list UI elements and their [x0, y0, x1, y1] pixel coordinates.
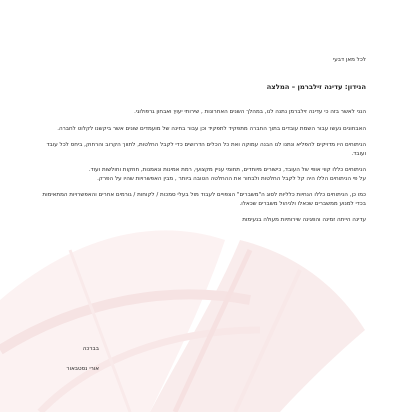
paragraph-diagnoses: האבחונים נעשו עבור השמת עובדים בתוך החברה מתפקיד לתפקיד וכן עבור בחינה של מועמדים שונים אשר ביקשנו לקלוט לחברה. [57, 125, 366, 132]
signature-name: אורי נסטבאור [66, 366, 99, 372]
signature-regards: בברכה [82, 346, 99, 352]
paragraph-closing: עדינה הייתה זמינה והפגינה שירותיות מעולה בנעימות [242, 217, 366, 224]
paragraph-traits: הניתוחים כללו קווי אופי של העובד, כישורים מיוחדים, תחומי עניין מקצועי, רמת אמינות ונאמנות, חוזקות וחולשות ועוד. [88, 167, 366, 174]
paragraph-decisions: על פי הניתוחים הללו היה קל לקבל החלטות ולבחור את ההחלטה הטובה ביותר , מבין האפשרויות שהיו על הפרק. [97, 175, 366, 182]
letter-subject: הנידון: עדינה זילברמן – המלצה [266, 83, 366, 92]
paragraph-accuracy: הניתוחים היו מדויקים להפליא ונתנו לנו הבנה עמוקה ואת כל הכלים הדרושים כדי לקבל החלטות, לתווך הקרוב והרחוק, ביחס לכל עובד ועובד. [46, 142, 366, 157]
signature-block [66, 345, 99, 373]
letter-body [34, 56, 366, 224]
paragraph-guidance: כמו כן, הניתוחים כללו הנחיות כלליות לסוג ה"משברים" הצפויים לעבוד מול בעלי סמכות / לקוחות / גורמים אחרים והאפשרויות המתאימות בכדי למנוע ממשברים שכאלו ולניהול משברים שכאלו. [42, 192, 366, 207]
letter-greeting: לכל מאן דבעי [333, 57, 366, 63]
paragraph-intro: הנני לאשר בזה כי עדינה זילברמן נתנה לנו, במהלך השנים האחרונות , שירותי יעוץ ואבחון גרפולוגי. [134, 109, 366, 116]
